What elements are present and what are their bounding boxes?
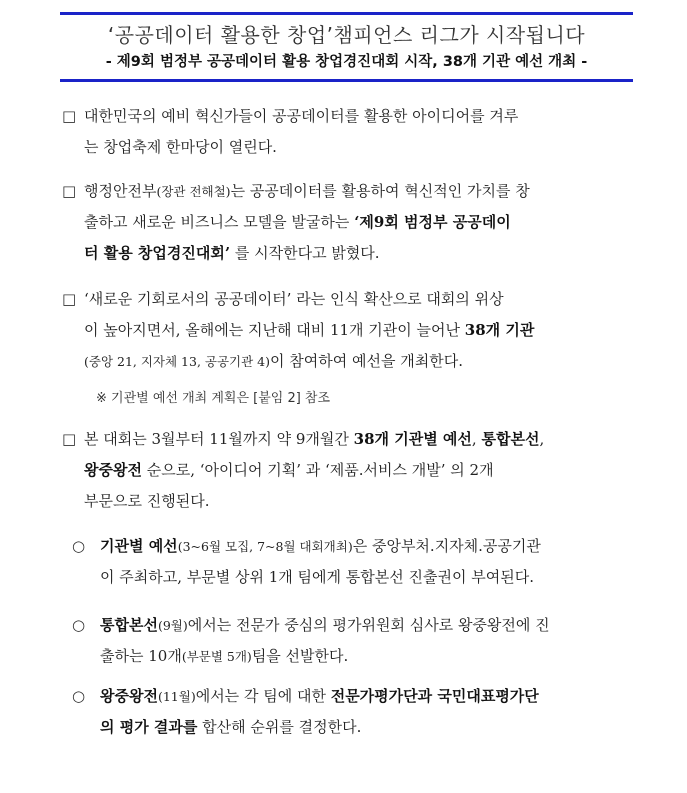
s3-line2-rest: 합산해 순위를 결정한다. xyxy=(197,718,362,736)
square-bullet: □ xyxy=(62,430,77,448)
p2-line1-rest: 는 공공데이터를 활용하여 혁신적인 가치를 창 xyxy=(230,182,530,200)
paragraph-1 xyxy=(62,101,640,163)
circle-bullet: ○ xyxy=(72,537,86,555)
circle-bullet: ○ xyxy=(72,616,86,634)
s2-per-category: (부문별 5개) xyxy=(181,649,252,664)
p3-line2: 이 높아지면서, 올해에는 지난해 대비 11개 기관이 늘어난 xyxy=(84,321,465,339)
paragraph-2 xyxy=(62,176,640,269)
p1-line1: 대한민국의 예비 혁신가들이 공공데이터를 활용한 아이디어를 겨루 xyxy=(84,107,519,125)
s1-heading: 기관별 예선 xyxy=(100,537,178,555)
s3-results: 의 평가 결과를 xyxy=(100,718,198,736)
page-subtitle: - 제9회 범정부 공공데이터 활용 창업경진대회 시작, 38개 기관 예선 개최 - xyxy=(105,54,588,70)
p4-champions: 왕중왕전 xyxy=(84,461,142,479)
subitem-3 xyxy=(72,681,640,743)
p3-line3-rest: 이 참여하여 예선을 개최한다. xyxy=(270,352,463,370)
s2-line2: 출하는 10개 xyxy=(100,647,182,665)
p1-line2: 는 창업축제 한마당이 열린다. xyxy=(84,138,277,156)
paragraph-4 xyxy=(62,424,640,517)
p4-preliminaries: 38개 기관별 예선 xyxy=(353,430,472,448)
p3-reference-note: ※ 기관별 예선 개최 계획은 [붙임 2] 참조 xyxy=(96,391,331,406)
header-bottom-rule xyxy=(60,79,633,82)
p4-comma: , xyxy=(471,430,482,448)
s2-line2-rest: 팀을 선발한다. xyxy=(251,647,349,665)
circle-bullet: ○ xyxy=(72,687,86,705)
p4-finals: 통합본선 xyxy=(481,430,540,448)
subitem-2 xyxy=(72,610,640,672)
square-bullet: □ xyxy=(62,107,77,125)
s1-line2: 이 주최하고, 부문별 상위 1개 팀에게 통합본선 진출권이 부여된다. xyxy=(100,568,534,586)
p2-ministry: 행정안전부 xyxy=(84,182,157,200)
p4-line3: 부문으로 진행된다. xyxy=(84,492,210,510)
p3-agency-count: 38개 기관 xyxy=(464,321,535,339)
s1-line1-rest: 은 중앙부처.지자체.공공기관 xyxy=(352,537,541,555)
p2-event-name-part2: 터 활용 창업경진대회’ xyxy=(84,244,231,262)
s3-month: (11월) xyxy=(157,689,196,704)
p4-comma2: , xyxy=(539,430,545,448)
s1-schedule: (3~6월 모집, 7~8월 대회개최) xyxy=(177,539,353,554)
s2-heading: 통합본선 xyxy=(100,616,158,634)
p2-event-name-part1: ‘제9회 범정부 공공데이 xyxy=(354,213,511,231)
p2-line2: 출하고 새로운 비즈니스 모델을 발굴하는 xyxy=(84,213,355,231)
square-bullet: □ xyxy=(62,290,77,308)
page-title: ‘공공데이터 활용한 창업’챔피언스 리그가 시작됩니다 xyxy=(107,23,586,47)
p4-line2-rest: 순으로, ‘아이디어 기획’ 과 ‘제품.서비스 개발’ 의 2개 xyxy=(141,461,494,479)
p4-line1: 본 대회는 3월부터 11월까지 약 9개월간 xyxy=(84,430,354,448)
paragraph-3 xyxy=(62,284,640,377)
s2-line1-rest: 에서는 전문가 중심의 평가위원회 심사로 왕중왕전에 진 xyxy=(187,616,550,634)
p2-minister-note: (장관 전해철) xyxy=(156,184,231,199)
p3-line1: ‘새로운 기회로서의 공공데이터’ 라는 인식 확산으로 대회의 위상 xyxy=(84,290,504,308)
square-bullet: □ xyxy=(62,182,77,200)
p3-breakdown: (중앙 21, 지자체 13, 공공기관 4) xyxy=(84,354,271,369)
s3-heading: 왕중왕전 xyxy=(100,687,158,705)
s2-month: (9월) xyxy=(157,618,188,633)
p2-line3-rest: 를 시작한다고 밝혔다. xyxy=(230,244,380,262)
subitem-1 xyxy=(72,531,640,593)
s3-line1-rest: 에서는 각 팀에 대한 xyxy=(195,687,331,705)
s3-judges: 전문가평가단과 국민대표평가단 xyxy=(330,687,539,705)
header-top-rule xyxy=(60,12,633,15)
